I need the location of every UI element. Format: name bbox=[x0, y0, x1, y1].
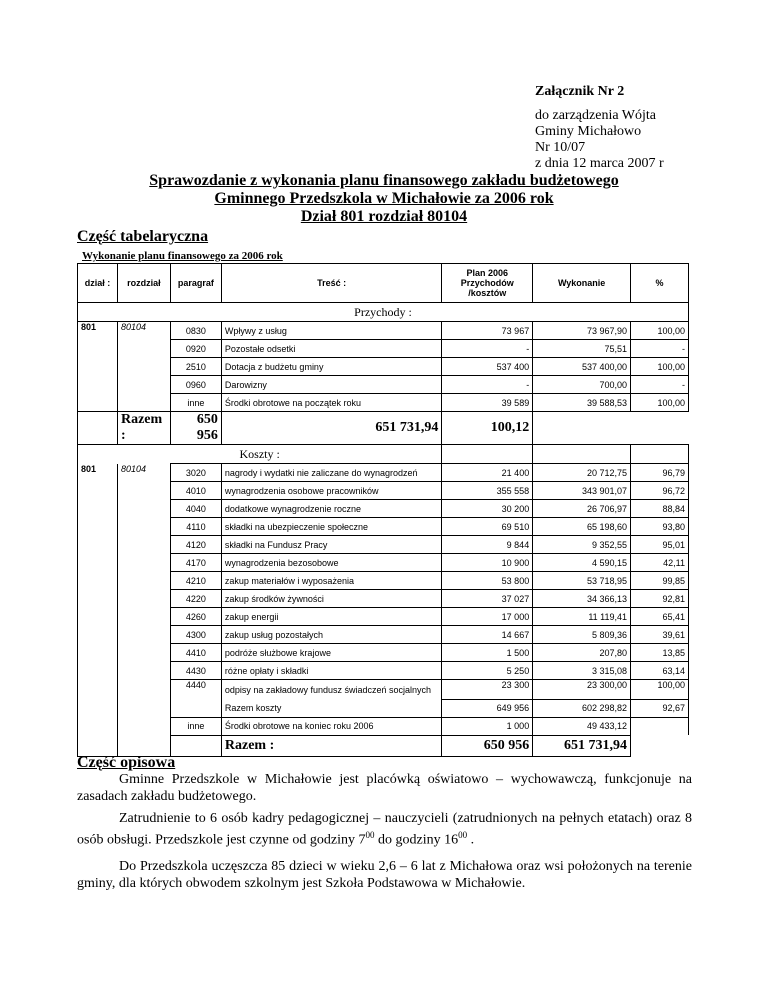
cell-pct: 93,80 bbox=[631, 518, 689, 536]
cell-pct: 99,85 bbox=[631, 572, 689, 590]
cell-plan: 53 800 bbox=[442, 572, 533, 590]
paragraph-2-text: Zatrudnienie to 6 osób kadry pedagogicznej – nauczycieli (zatrudnionych na pełnych etatach) oraz 8 osób obsługi. Przedszkole jest czynne od godziny 7 bbox=[77, 811, 692, 848]
cell-desc: wynagrodzenia osobowe pracowników bbox=[221, 482, 441, 500]
cell-pct: 42,11 bbox=[631, 554, 689, 572]
paragraph-3: Do Przedszkola uczęszcza 85 dzieci w wieku 2,6 – 6 lat z Michałowa oraz wsi położonych na terenie gminy, dla których obwodem szkolnym jest Szkoła Podstawowa w Michałowie. bbox=[77, 859, 692, 891]
cell-plan: 9 844 bbox=[442, 536, 533, 554]
cell-rozdzial: 80104 bbox=[117, 322, 170, 412]
header-plan: Plan 2006 Przychodów /kosztów bbox=[442, 264, 533, 303]
title-line: Dział 801 rozdział 80104 bbox=[300, 208, 468, 225]
cell-desc: Razem koszty bbox=[221, 699, 441, 717]
cell-plan: 5 250 bbox=[442, 662, 533, 680]
cell-exec: 26 706,97 bbox=[533, 500, 631, 518]
cell-desc: Dotacja z budżetu gminy bbox=[221, 358, 441, 376]
cell-plan: 649 956 bbox=[442, 699, 533, 717]
income-total-row bbox=[78, 412, 689, 445]
cell-pct: 39,61 bbox=[631, 626, 689, 644]
cell-exec: 9 352,55 bbox=[533, 536, 631, 554]
annex-line: z dnia 12 marca 2007 r bbox=[535, 156, 664, 171]
cell-exec: 537 400,00 bbox=[533, 358, 631, 376]
cell-desc: Darowizny bbox=[221, 376, 441, 394]
cell-plan: - bbox=[442, 376, 533, 394]
cell-pct: 100,00 bbox=[631, 322, 689, 340]
cell-plan: 30 200 bbox=[442, 500, 533, 518]
cell-exec: 75,51 bbox=[533, 340, 631, 358]
cell-dzial: 801 bbox=[78, 322, 118, 412]
cell-plan: 1 500 bbox=[442, 644, 533, 662]
annex-title: Załącznik Nr 2 bbox=[535, 84, 625, 99]
costs-section-row bbox=[78, 445, 689, 464]
cell-exec: 23 300,00 bbox=[533, 680, 631, 700]
cell-exec: 700,00 bbox=[533, 376, 631, 394]
cell-plan: - bbox=[442, 340, 533, 358]
annex-line: Gminy Michałowo bbox=[535, 124, 642, 139]
cell-paragraf: 0920 bbox=[170, 340, 221, 358]
cell-plan: 1 000 bbox=[442, 717, 533, 735]
cell-exec: 65 198,60 bbox=[533, 518, 631, 536]
cell-pct: 63,14 bbox=[631, 662, 689, 680]
cell-exec: 39 588,53 bbox=[533, 394, 631, 412]
cell-exec: 3 315,08 bbox=[533, 662, 631, 680]
cell-paragraf: 4410 bbox=[170, 644, 221, 662]
empty-cell bbox=[631, 445, 689, 464]
income-row bbox=[78, 322, 689, 340]
income-section-row bbox=[78, 303, 689, 322]
cell-plan: 14 667 bbox=[442, 626, 533, 644]
cell-desc: Pozostałe odsetki bbox=[221, 340, 441, 358]
cell-paragraf: 4440 bbox=[170, 680, 221, 718]
cell-desc: składki na ubezpieczenie społeczne bbox=[221, 518, 441, 536]
cost-row bbox=[78, 464, 689, 482]
cell-exec: 4 590,15 bbox=[533, 554, 631, 572]
paragraph-2-text: . bbox=[467, 832, 475, 848]
cell-paragraf: 2510 bbox=[170, 358, 221, 376]
cell-paragraf: 4010 bbox=[170, 482, 221, 500]
paragraph-1: Gminne Przedszkole w Michałowie jest placówką oświatowo – wychowawczą, funkcjonuje na zasadach zakładu budżetowego. bbox=[77, 772, 692, 804]
cell-paragraf: 4300 bbox=[170, 626, 221, 644]
cell-plan: 23 300 bbox=[442, 680, 533, 700]
cell-plan: 537 400 bbox=[442, 358, 533, 376]
header-wykonanie: Wykonanie bbox=[533, 264, 631, 303]
cell-paragraf: 4260 bbox=[170, 608, 221, 626]
cell-desc: Środki obrotowe na początek roku bbox=[221, 394, 441, 412]
cell-rozdzial: 80104 bbox=[117, 464, 170, 757]
cell-plan: 73 967 bbox=[442, 322, 533, 340]
paragraph-2 bbox=[77, 810, 692, 849]
cell-exec: 5 809,36 bbox=[533, 626, 631, 644]
costs-total-exec: 651 731,94 bbox=[533, 735, 631, 756]
cell-pct: 88,84 bbox=[631, 500, 689, 518]
income-rows bbox=[78, 322, 689, 412]
cell-exec: 602 298,82 bbox=[533, 699, 631, 717]
cell-pct: 65,41 bbox=[631, 608, 689, 626]
cell-paragraf: inne bbox=[170, 717, 221, 735]
cell-desc: różne opłaty i składki bbox=[221, 662, 441, 680]
cell-desc: zakup środków żywności bbox=[221, 590, 441, 608]
cell-paragraf: 4040 bbox=[170, 500, 221, 518]
cell-desc: zakup materiałów i wyposażenia bbox=[221, 572, 441, 590]
cell-paragraf: 4430 bbox=[170, 662, 221, 680]
cell-desc: dodatkowe wynagrodzenie roczne bbox=[221, 500, 441, 518]
cell-plan: 355 558 bbox=[442, 482, 533, 500]
report-title bbox=[0, 172, 768, 226]
empty-cell bbox=[78, 412, 118, 445]
cell-desc: zakup usług pozostałych bbox=[221, 626, 441, 644]
cell-exec: 49 433,12 bbox=[533, 717, 631, 735]
section-tabular-heading: Część tabelaryczna bbox=[77, 228, 209, 245]
section-descriptive-heading: Część opisowa bbox=[77, 754, 176, 771]
superscript: 00 bbox=[458, 830, 468, 840]
cell-paragraf: inne bbox=[170, 394, 221, 412]
empty-cell bbox=[631, 717, 689, 735]
title-line: Sprawozdanie z wykonania planu finansowego zakładu budżetowego bbox=[149, 172, 619, 189]
cell-exec: 53 718,95 bbox=[533, 572, 631, 590]
cell-exec: 73 967,90 bbox=[533, 322, 631, 340]
header-dzial: dział : bbox=[78, 264, 118, 303]
cell-desc: Wpływy z usług bbox=[221, 322, 441, 340]
cell-paragraf: 0830 bbox=[170, 322, 221, 340]
cell-desc: nagrody i wydatki nie zaliczane do wynagrodzeń bbox=[221, 464, 441, 482]
cell-pct: 92,81 bbox=[631, 590, 689, 608]
cell-desc: zakup energii bbox=[221, 608, 441, 626]
table-header-row bbox=[78, 264, 689, 303]
empty-cell bbox=[631, 735, 689, 756]
costs-label: Koszty : bbox=[78, 445, 442, 464]
income-total-label: Razem : bbox=[117, 412, 170, 445]
cell-paragraf: 4170 bbox=[170, 554, 221, 572]
cell-plan: 17 000 bbox=[442, 608, 533, 626]
cell-paragraf: 4220 bbox=[170, 590, 221, 608]
header-rozdzial: rozdział bbox=[117, 264, 170, 303]
cell-plan: 69 510 bbox=[442, 518, 533, 536]
cell-desc: podróże służbowe krajowe bbox=[221, 644, 441, 662]
cell-plan: 21 400 bbox=[442, 464, 533, 482]
costs-rows bbox=[78, 464, 689, 757]
cell-exec: 11 119,41 bbox=[533, 608, 631, 626]
cell-paragraf: 0960 bbox=[170, 376, 221, 394]
cell-pct: - bbox=[631, 340, 689, 358]
cell-exec: 207,80 bbox=[533, 644, 631, 662]
header-pct: % bbox=[631, 264, 689, 303]
cell-exec: 20 712,75 bbox=[533, 464, 631, 482]
cell-paragraf: 4120 bbox=[170, 536, 221, 554]
costs-total-label: Razem : bbox=[221, 735, 441, 756]
cell-exec: 343 901,07 bbox=[533, 482, 631, 500]
cell-pct: 100,00 bbox=[631, 394, 689, 412]
cell-pct: 92,67 bbox=[631, 699, 689, 717]
cell-plan: 10 900 bbox=[442, 554, 533, 572]
income-total-pct: 100,12 bbox=[442, 412, 533, 445]
cell-paragraf: 4110 bbox=[170, 518, 221, 536]
financial-table bbox=[77, 263, 689, 757]
cell-exec: 34 366,13 bbox=[533, 590, 631, 608]
cell-pct: 95,01 bbox=[631, 536, 689, 554]
costs-total-plan: 650 956 bbox=[442, 735, 533, 756]
cell-desc: składki na Fundusz Pracy bbox=[221, 536, 441, 554]
annex-block bbox=[535, 84, 664, 172]
cell-dzial: 801 bbox=[78, 464, 118, 757]
cell-plan: 37 027 bbox=[442, 590, 533, 608]
annex-line: do zarządzenia Wójta bbox=[535, 108, 657, 123]
annex-line: Nr 10/07 bbox=[535, 140, 586, 155]
income-total-exec: 651 731,94 bbox=[221, 412, 441, 445]
cell-desc: Środki obrotowe na koniec roku 2006 bbox=[221, 717, 441, 735]
paragraph-2-text: do godziny 16 bbox=[374, 832, 459, 848]
header-paragraf: paragraf bbox=[170, 264, 221, 303]
cell-desc: wynagrodzenia bezosobowe bbox=[221, 554, 441, 572]
cell-pct: 100,00 bbox=[631, 358, 689, 376]
table-caption: Wykonanie planu finansowego za 2006 rok bbox=[82, 250, 283, 262]
empty-cell bbox=[533, 445, 631, 464]
header-tresc: Treść : bbox=[221, 264, 441, 303]
cell-desc: odpisy na zakładowy fundusz świadczeń socjalnych bbox=[221, 680, 441, 700]
cell-pct: - bbox=[631, 376, 689, 394]
cell-pct: 96,79 bbox=[631, 464, 689, 482]
cell-pct: 100,00 bbox=[631, 680, 689, 700]
title-line: Gminnego Przedszkola w Michałowie za 2006 rok bbox=[214, 190, 554, 207]
superscript: 00 bbox=[365, 830, 375, 840]
empty-cell bbox=[170, 735, 221, 756]
cell-paragraf: 3020 bbox=[170, 464, 221, 482]
cell-plan: 39 589 bbox=[442, 394, 533, 412]
empty-cell bbox=[442, 445, 533, 464]
cell-paragraf: 4210 bbox=[170, 572, 221, 590]
cell-pct: 13,85 bbox=[631, 644, 689, 662]
cell-pct: 96,72 bbox=[631, 482, 689, 500]
income-total-plan: 650 956 bbox=[170, 412, 221, 445]
income-label: Przychody : bbox=[78, 303, 689, 322]
